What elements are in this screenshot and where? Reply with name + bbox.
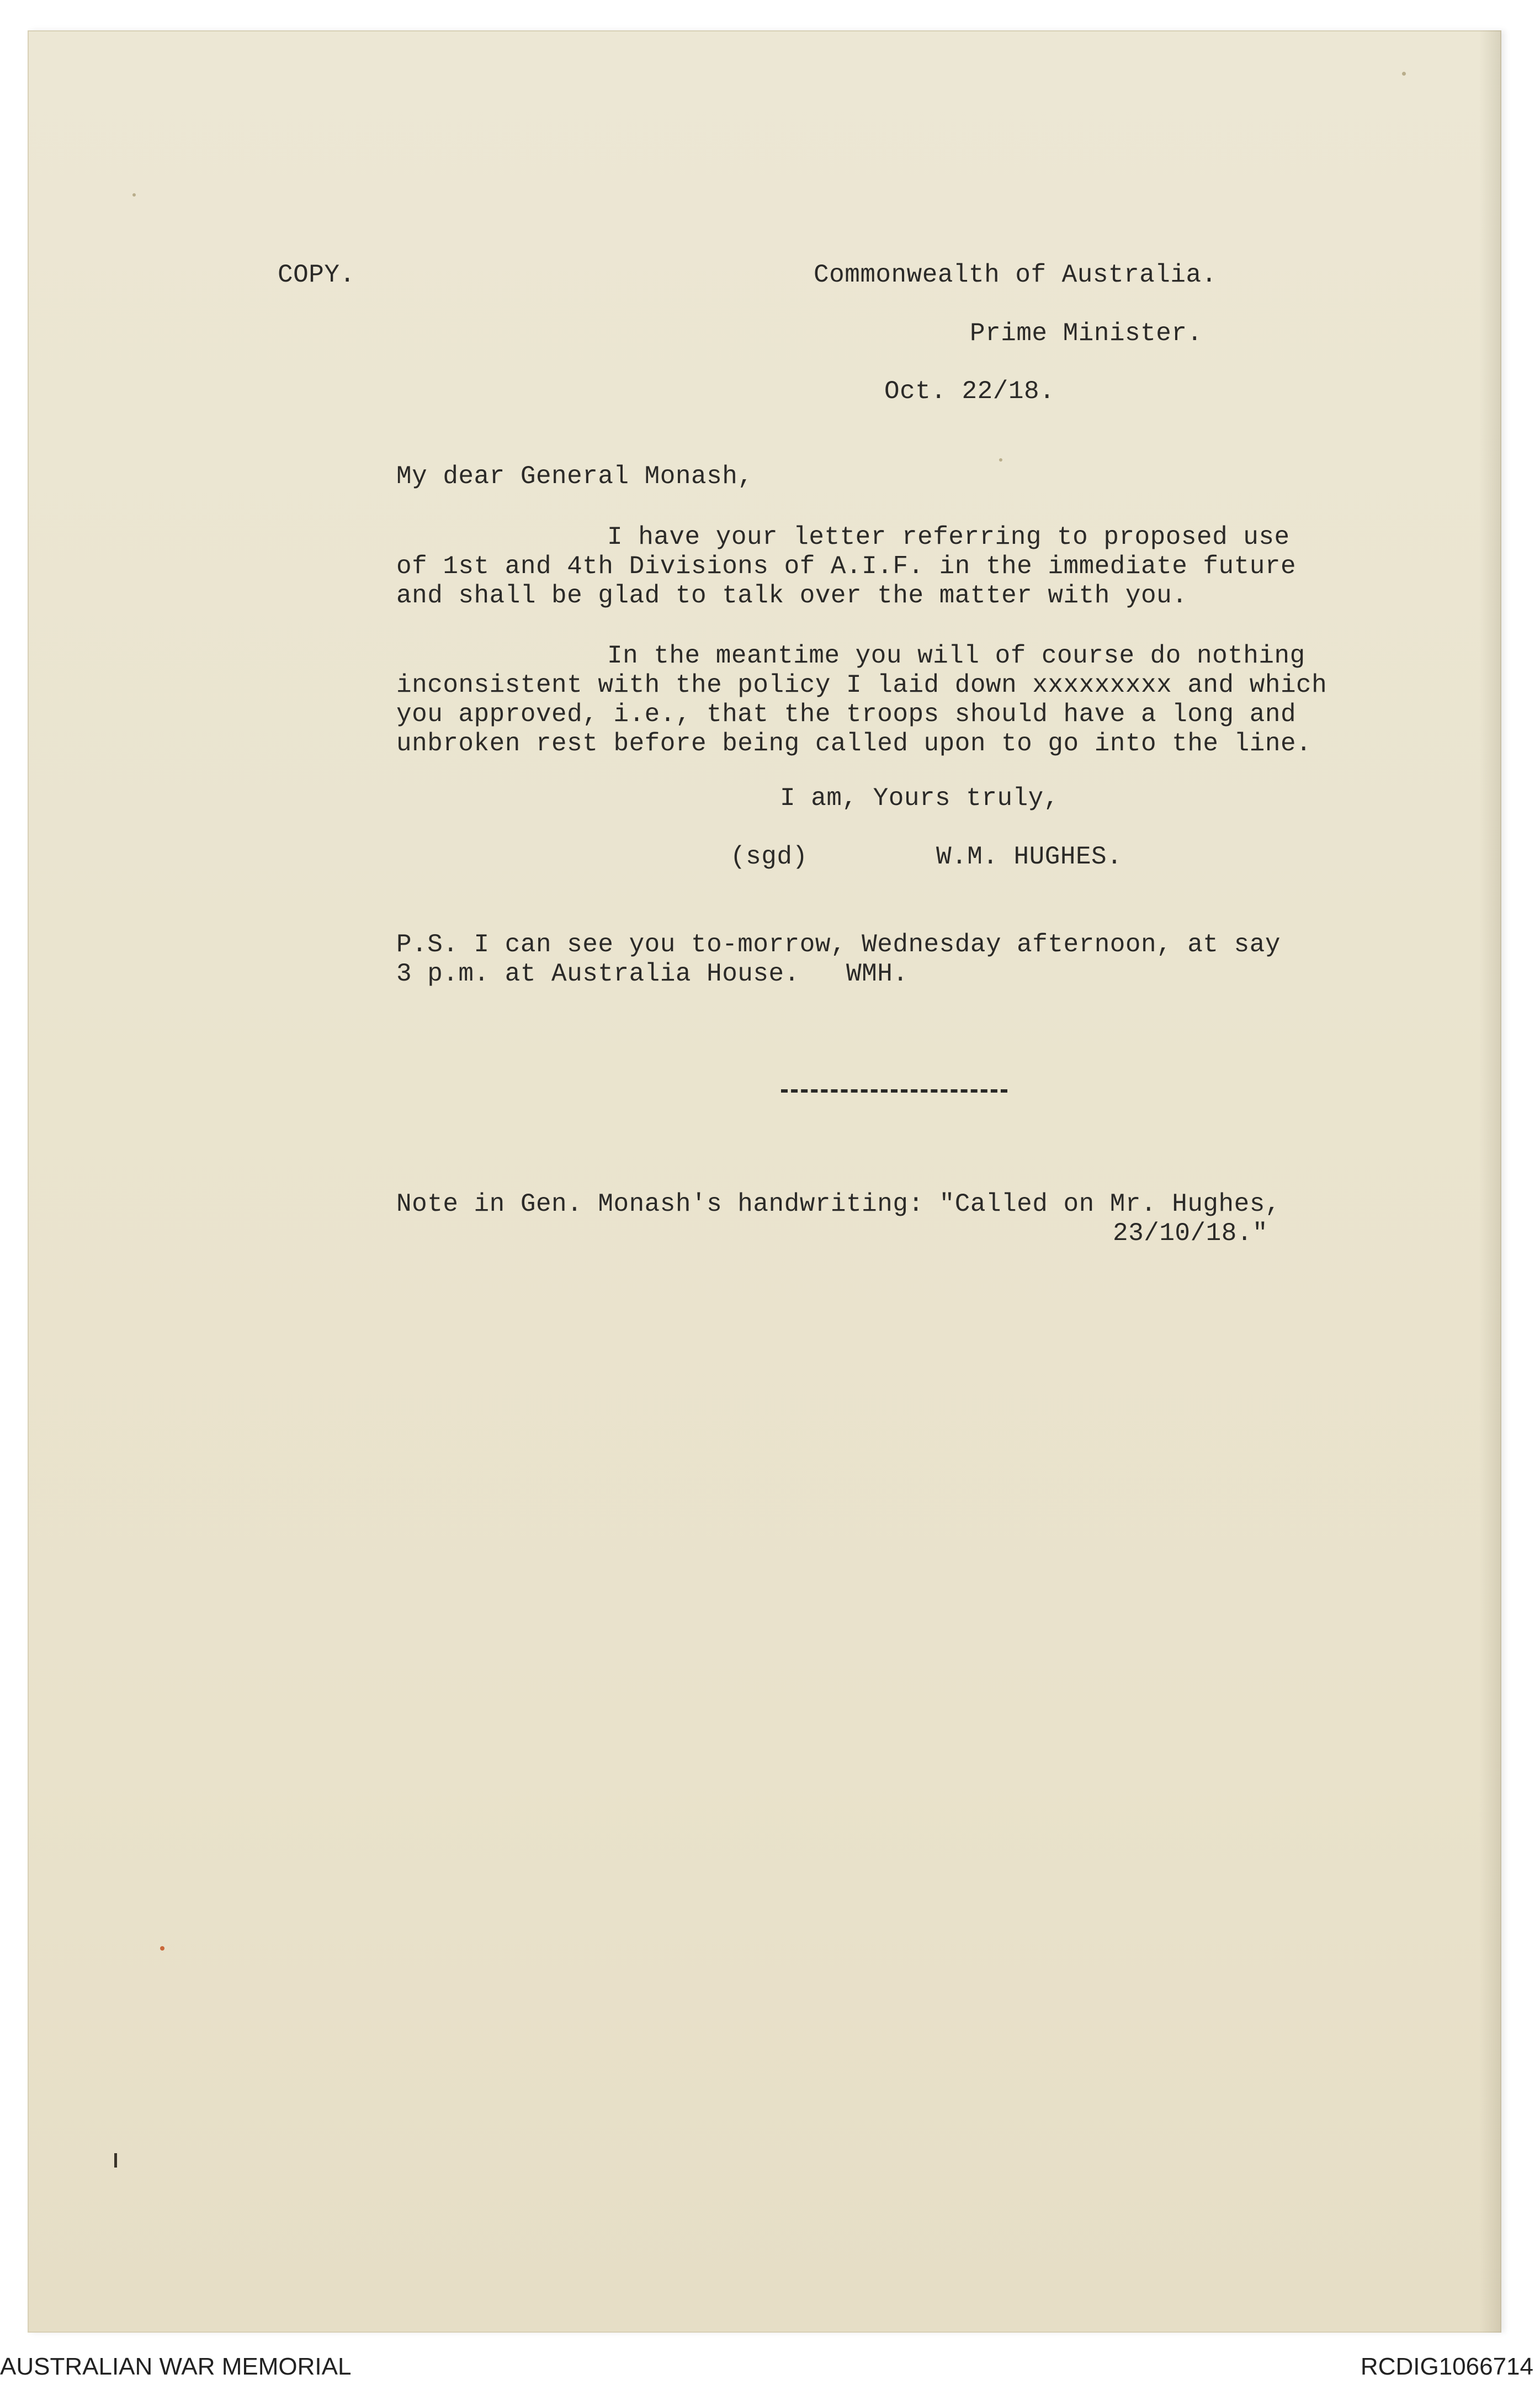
paper-speck [1402, 72, 1406, 76]
salutation: My dear General Monash, [396, 462, 753, 491]
paragraph-2-line-4: unbroken rest before being called upon to go into the line. [396, 729, 1312, 758]
paper-speck [999, 458, 1002, 462]
postscript-line-2: 3 p.m. at Australia House. WMH. [396, 960, 909, 988]
postscript-line-1: P.S. I can see you to-morrow, Wednesday afternoon, at say [396, 930, 1281, 959]
signatory: W.M. HUGHES. [936, 843, 1123, 871]
section-divider [781, 1089, 1007, 1093]
document-page [28, 30, 1501, 2333]
paragraph-2-line-3: you approved, i.e., that the troops should have a long and [396, 700, 1297, 729]
footer-left-credit: AUSTRALIAN WAR MEMORIAL [0, 2353, 352, 2380]
letterhead-line-2: Prime Minister. [970, 319, 1203, 348]
note-line-2: 23/10/18." [1113, 1219, 1268, 1248]
paper-mark [114, 2153, 117, 2168]
paragraph-2-line-2: inconsistent with the policy I laid down xxxxxxxxx and which [396, 671, 1327, 700]
paper-speck [132, 193, 136, 197]
paragraph-1-line-3: and shall be glad to talk over the matter with you. [396, 581, 1188, 610]
footer-right-id: RCDIG1066714 [1360, 2353, 1533, 2380]
note-line-1: Note in Gen. Monash's handwriting: "Called on Mr. Hughes, [396, 1190, 1281, 1218]
letter-date: Oct. 22/18. [884, 377, 1055, 406]
paragraph-2-line-1: In the meantime you will of course do nothing [607, 642, 1305, 670]
signed-marker: (sgd) [730, 843, 808, 871]
paragraph-1-line-1: I have your letter referring to proposed use [607, 523, 1290, 552]
paper-speck [160, 1946, 164, 1951]
closing: I am, Yours truly, [780, 784, 1059, 813]
copy-label: COPY. [278, 261, 355, 289]
paragraph-1-line-2: of 1st and 4th Divisions of A.I.F. in the immediate future [396, 552, 1297, 581]
letterhead-line-1: Commonwealth of Australia. [814, 261, 1217, 289]
